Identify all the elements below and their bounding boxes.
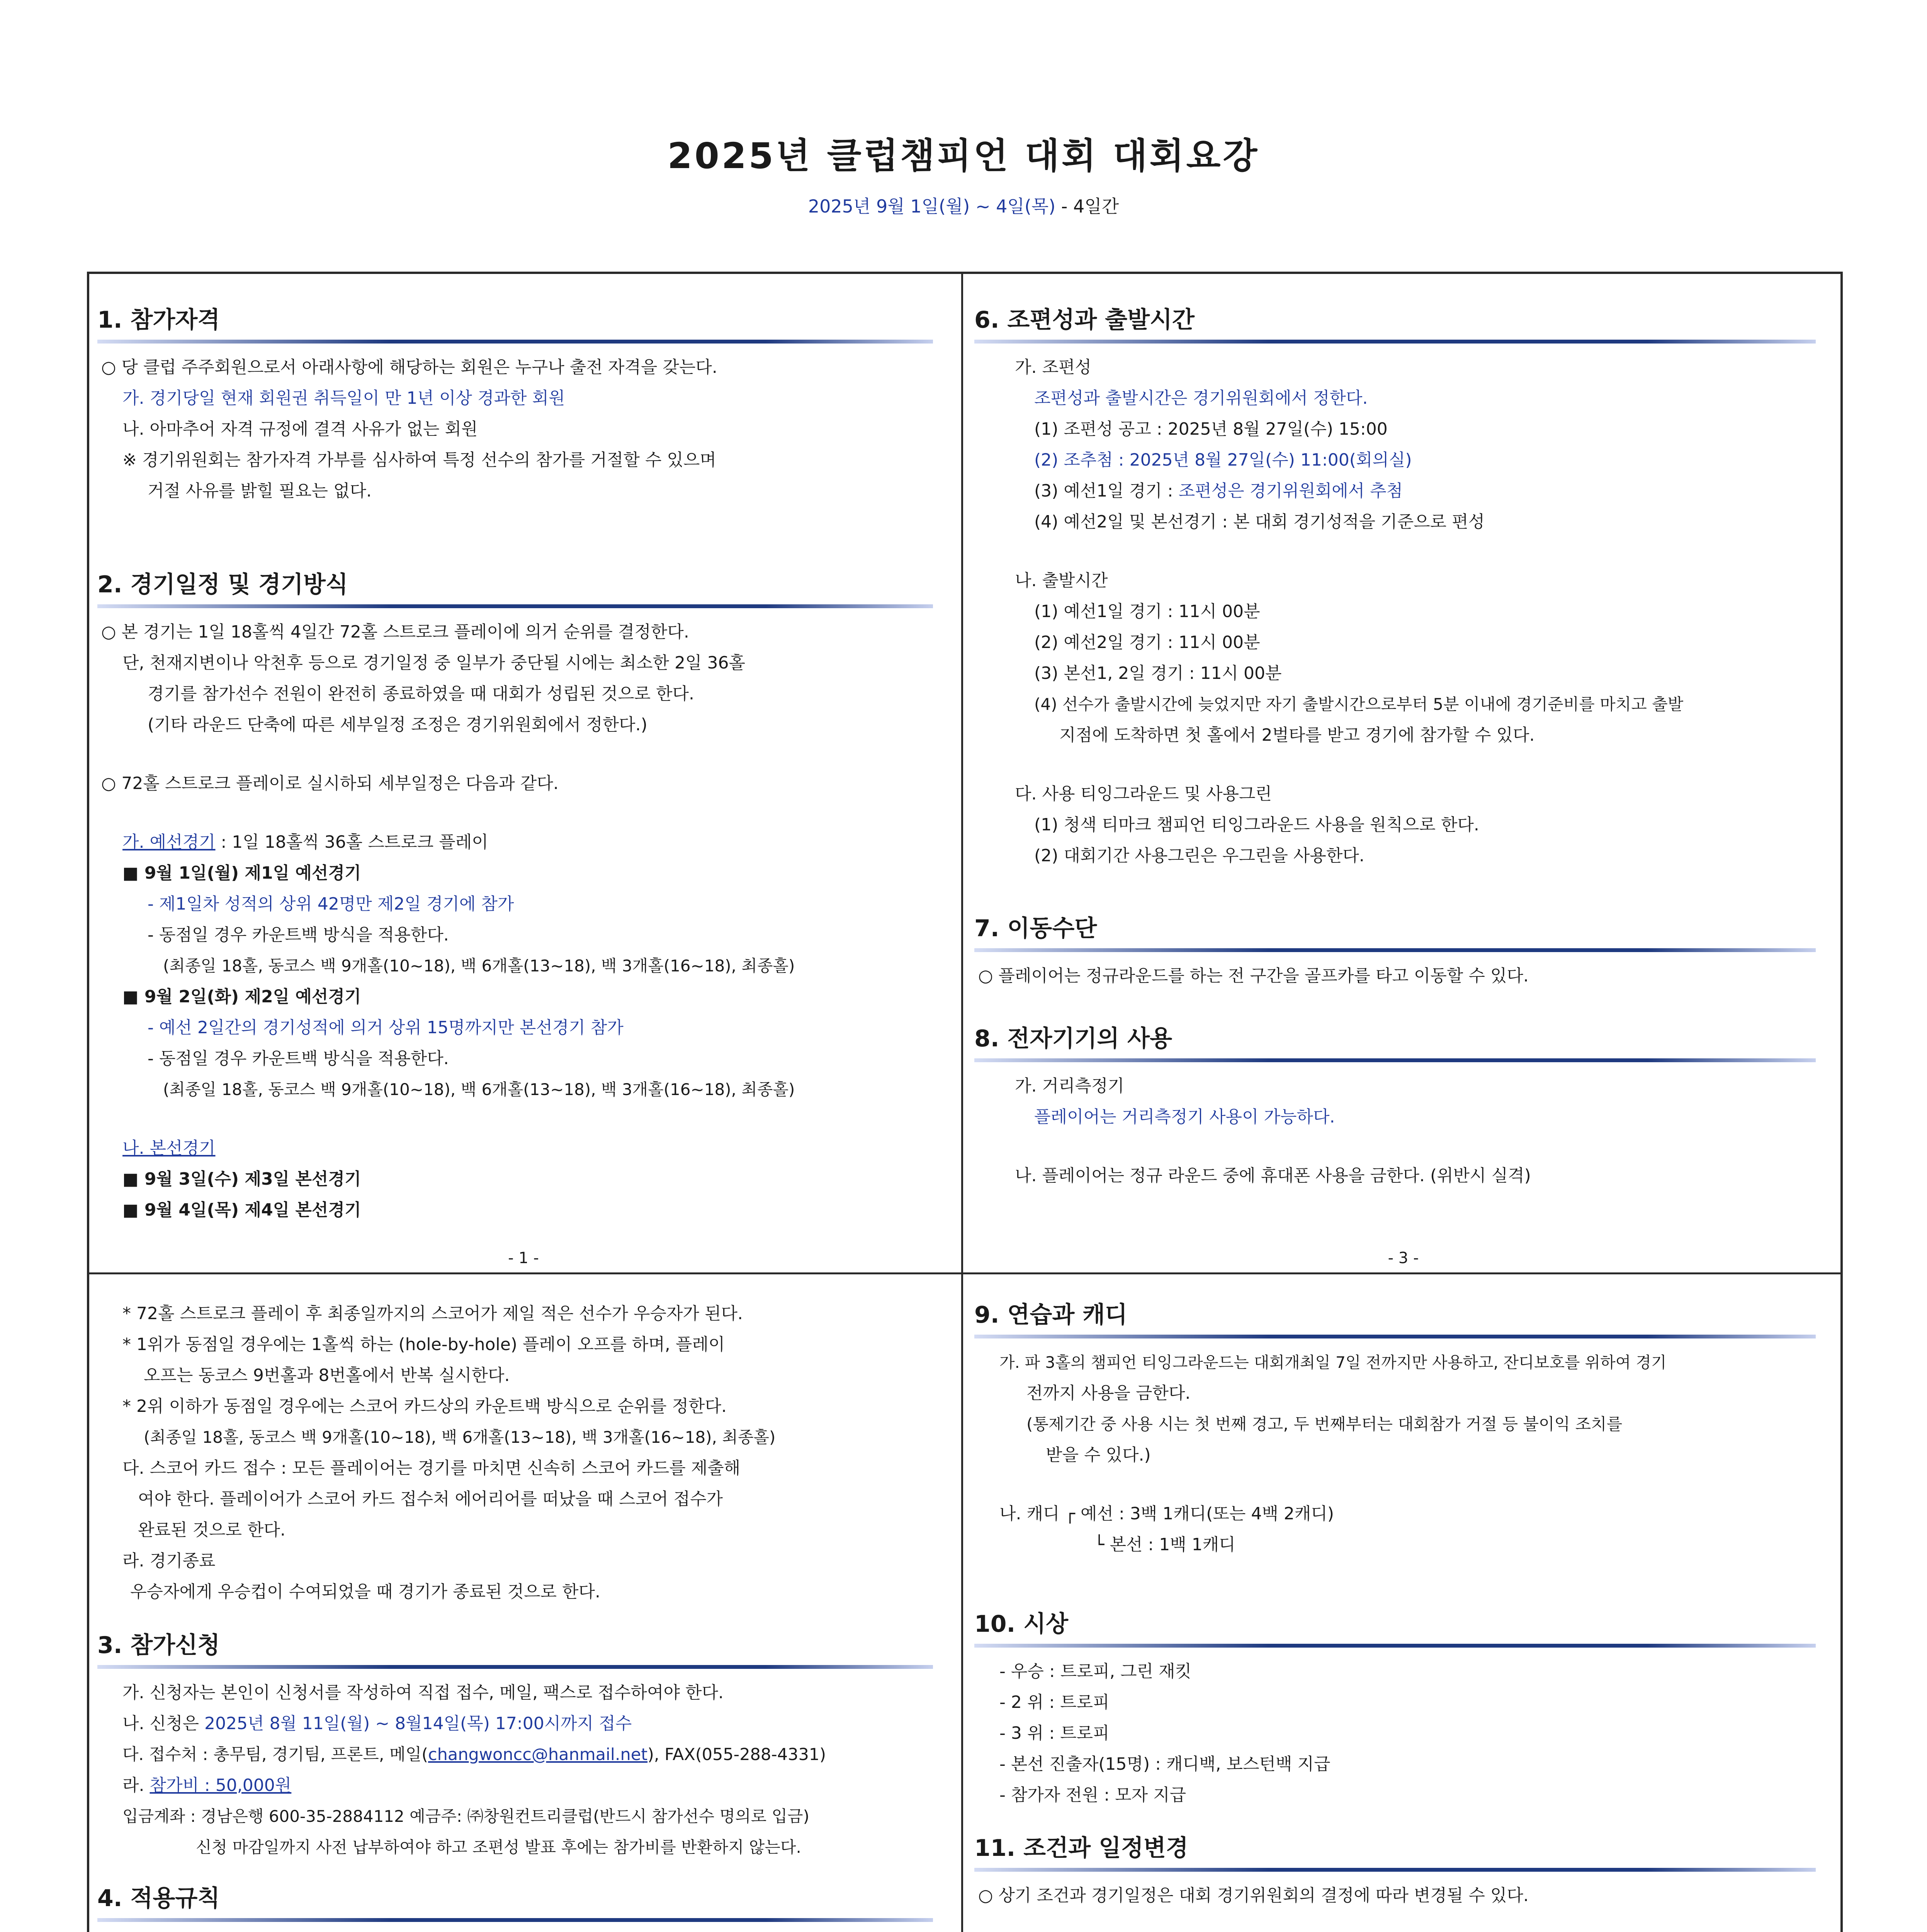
section-title: 6. 조편성과 출발시간 [974,306,1195,333]
section-pairings [974,303,1816,871]
section-underline [97,340,933,344]
text-line: 나. 본선경기 [122,1138,216,1158]
text-line: (2) 대회기간 사용그린은 우그린을 사용한다. [1034,846,1365,866]
text-line: 여야 한다. 플레이어가 스코어 카드 접수처 에어리어를 떠났을 때 스코어 접수가 [138,1489,723,1509]
text-line: - 예선 2일간의 경기성적에 의거 상위 15명까지만 본선경기 참가 [148,1018,624,1037]
panel-page-2 [93,1277,954,1932]
text-line: - 우승 : 트로피, 그린 재킷 [999,1662,1192,1681]
section-underline [974,340,1816,344]
text-line: 가. 파 3홀의 챔피언 티잉그라운드는 대회개최일 7일 전까지만 사용하고, 잔디보호를 위하여 경기 [999,1353,1667,1372]
section-underline [97,1665,933,1669]
text-line: - 3 위 : 트로피 [999,1723,1110,1743]
text-line: 거절 사유를 밝힐 필요는 없다. [148,481,372,501]
text-line: (3) 본선1, 2일 경기 : 11시 00분 [1034,663,1282,683]
text-line [97,1930,933,1932]
text-line: (최종일 18홀, 동코스 백 9개홀(10~18), 백 6개홀(13~18), 백 3개홀(16~18), 최종홀) [163,956,795,975]
text-line: ○ 플레이어는 정규라운드를 하는 전 구간을 골프카를 타고 이동할 수 있다. [978,966,1529,986]
section-devices [974,1022,1816,1191]
text-line: 나. 아마추어 자격 규정에 결격 사유가 없는 회원 [122,419,478,439]
text-line: 나. 출발시간 [1015,571,1108,590]
text-line: 다. 사용 티잉그라운드 및 사용그린 [1015,784,1272,804]
text-line: 단, 천재지변이나 악천후 등으로 경기일정 중 일부가 중단될 시에는 최소한 2일 36홀 [122,653,745,673]
registration-period: 2025년 8월 11일(월) ~ 8월14일(목) 17:00시까지 접수 [204,1714,632,1733]
text-line: ■ 9월 1일(월) 제1일 예선경기 [122,863,361,883]
text-line: (3) 예선1일 경기 : 조편성은 경기위원회에서 추첨 [1034,481,1403,501]
text-line: 입금계좌 : 경남은행 600-35-2884112 예금주: ㈜창원컨트리클럽(반드시 참가선수 명의로 입금) [122,1807,810,1826]
text-line: 경기를 참가선수 전원이 완전히 종료하였을 때 대회가 성립된 것으로 한다. [148,684,694,704]
text-line: * 1위가 동점일 경우에는 1홀씩 하는 (hole-by-hole) 플레이 오프를 하며, 플레이 [122,1335,725,1354]
text-line: (1) 조편성 공고 : 2025년 8월 27일(수) 15:00 [1034,419,1388,439]
text-line: (1) 예선1일 경기 : 11시 00분 [1034,602,1260,621]
text-line: (2) 예선2일 경기 : 11시 00분 [1034,633,1260,652]
panel-page-4 [970,1277,1837,1932]
text-line: (4) 선수가 출발시간에 늦었지만 자기 출발시간으로부터 5분 이내에 경기준비를 마치고 출발 [1034,695,1684,714]
text-line: 가. 거리측정기 [1015,1076,1124,1096]
text-line: ■ 9월 3일(수) 제3일 본선경기 [122,1169,361,1189]
section-underline [974,1644,1816,1648]
text-line: 받을 수 있다.) [1046,1445,1151,1465]
text-line: 신청 마감일까지 사전 납부하여야 하고 조편성 발표 후에는 참가비를 반환하지 않는다. [196,1838,801,1857]
section-changes [974,1832,1816,1911]
section-awards [974,1607,1816,1811]
text-line: - 2 위 : 트로피 [999,1692,1110,1712]
event-period [0,192,1927,218]
section-title: 1. 참가자격 [97,306,220,333]
text-line: 다. 접수처 : 총무팀, 경기팀, 프론트, 메일(changwoncc@hanmail.net), FAX(055-288-4331) [122,1745,826,1764]
text-line: └ 본선 : 1백 1캐디 [1094,1535,1235,1554]
section-registration [97,1629,933,1863]
section-underline [974,948,1816,952]
section-title: 9. 연습과 캐디 [974,1301,1128,1328]
text-line: 가. 경기당일 현재 회원권 취득일이 만 1년 이상 경과한 회원 [122,388,565,408]
text-line: 조편성과 출발시간은 경기위원회에서 정한다. [1034,388,1368,408]
text-line: 다. 스코어 카드 접수 : 모든 플레이어는 경기를 마치면 신속히 스코어 카드를 제출해 [122,1458,741,1478]
text-line: (1) 청색 티마크 챔피언 티잉그라운드 사용을 원칙으로 한다. [1034,815,1479,835]
text-line: (2) 조추첨 : 2025년 8월 27일(수) 11:00(회의실) [1034,450,1412,470]
text-line: - 동점일 경우 카운트백 방식을 적용한다. [148,1049,449,1068]
text-line: 가. 조편성 [1015,357,1091,377]
text-line: 전까지 사용을 금한다. [1026,1383,1191,1403]
text-line: - 참가자 전원 : 모자 지급 [999,1785,1186,1805]
email-link[interactable]: changwoncc@hanmail.net [428,1745,648,1764]
text-line: 가. 예선경기 : 1일 18홀씩 36홀 스트로크 플레이 [122,832,488,852]
panel-page-3 [970,278,1837,1269]
section-underline [97,604,933,608]
event-period-suffix: - 4일간 [1055,196,1119,217]
text-line: (최종일 18홀, 동코스 백 9개홀(10~18), 백 6개홀(13~18), 백 3개홀(16~18), 최종홀) [163,1080,795,1099]
section-title: 7. 이동수단 [974,915,1097,942]
section-transport [974,912,1816,992]
section-title: 2. 경기일정 및 경기방식 [97,571,348,598]
text-line: - 제1일차 성적의 상위 42명만 제2일 경기에 참가 [148,894,514,914]
text-line: ○ 72홀 스트로크 플레이로 실시하되 세부일정은 다음과 같다. [101,774,559,793]
text-line: 지점에 도착하면 첫 홀에서 2벌타를 받고 경기에 참가할 수 있다. [1059,725,1535,745]
section-underline [97,1918,933,1922]
text-line: ○ 당 클럽 주주회원으로서 아래사항에 해당하는 회원은 누구나 출전 자격을 갖는다. [101,357,717,377]
text-line: 가. 신청자는 본인이 신청서를 작성하여 직접 접수, 메일, 팩스로 접수하여야 한다. [122,1683,724,1702]
section-tiebreak [97,1298,933,1607]
text-line: 라. 참가비 : 50,000원 [122,1776,292,1795]
document-title: 2025년 클럽챔피언 대회 대회요강 [667,135,1260,177]
text-line: 나. 신청은 2025년 8월 11일(월) ~ 8월14일(목) 17:00시까지 접수 [122,1714,632,1733]
section-underline [974,1058,1816,1062]
text-line: (통제기간 중 사용 시는 첫 번째 경고, 두 번째부터는 대회참가 거절 등 불이익 조치를 [1026,1415,1623,1434]
text-line: 나. 플레이어는 정규 라운드 중에 휴대폰 사용을 금한다. (위반시 실격) [1015,1166,1531,1185]
page-number: - 1 - [508,1249,539,1267]
text-line: * 2위 이하가 동점일 경우에는 스코어 카드상의 카운트백 방식으로 순위를 정한다. [122,1396,727,1416]
text-line: 나. 캐디 ┌ 예선 : 3백 1캐디(또는 4백 2캐디) [999,1504,1334,1524]
section-underline [974,1868,1816,1872]
section-title: 4. 적용규칙 [97,1885,220,1912]
panel-page-1 [93,278,954,1269]
text-line: - 본선 진출자(15명) : 캐디백, 보스턴백 지급 [999,1754,1331,1774]
text-line: 플레이어는 거리측정기 사용이 가능하다. [1034,1107,1335,1127]
section-schedule [97,568,933,1226]
column-divider [961,272,963,1932]
section-underline [974,1335,1816,1338]
text-line: ■ 9월 2일(화) 제2일 예선경기 [122,987,361,1007]
text-line: 완료된 것으로 한다. [138,1520,285,1540]
text-line: (최종일 18홀, 동코스 백 9개홀(10~18), 백 6개홀(13~18), 백 3개홀(16~18), 최종홀) [144,1428,776,1447]
event-period-dates: 2025년 9월 1일(월) ~ 4일(목) [808,196,1056,217]
section-rules [97,1882,933,1932]
text-line: 오프는 동코스 9번홀과 8번홀에서 반복 실시한다. [144,1366,510,1385]
text-line: (4) 예선2일 및 본선경기 : 본 대회 경기성적을 기준으로 편성 [1034,512,1485,532]
section-title: 11. 조건과 일정변경 [974,1835,1188,1862]
preliminary-label: 가. 예선경기 [122,832,216,852]
section-practice-caddie [974,1298,1816,1560]
row-divider [87,1272,1843,1274]
text-line: 우승자에게 우승컵이 수여되었을 때 경기가 종료된 것으로 한다. [130,1582,600,1602]
section-title: 8. 전자기기의 사용 [974,1025,1173,1052]
text-line: ○ 본 경기는 1일 18홀씩 4일간 72홀 스트로크 플레이에 의거 순위를 결정한다. [101,622,689,642]
section-title: 3. 참가신청 [97,1632,220,1659]
text-line: (기타 라운드 단축에 따른 세부일정 조정은 경기위원회에서 정한다.) [148,715,647,735]
text-line: ○ 상기 조건과 경기일정은 대회 경기위원회의 결정에 따라 변경될 수 있다. [978,1886,1529,1905]
section-eligibility [97,303,933,507]
text-line: * 72홀 스트로크 플레이 후 최종일까지의 스코어가 제일 적은 선수가 우승자가 된다. [122,1304,743,1323]
text-line: 라. 경기종료 [122,1551,216,1571]
text-line: ■ 9월 4일(목) 제4일 본선경기 [122,1200,361,1220]
entry-fee: 참가비 : 50,000원 [150,1776,292,1795]
page-number: - 3 - [1388,1249,1419,1267]
text-line: - 동점일 경우 카운트백 방식을 적용한다. [148,925,449,945]
text-line: ※ 경기위원회는 참가자격 가부를 심사하여 특정 선수의 참가를 거절할 수 있으며 [122,450,716,470]
section-title: 10. 시상 [974,1611,1069,1638]
